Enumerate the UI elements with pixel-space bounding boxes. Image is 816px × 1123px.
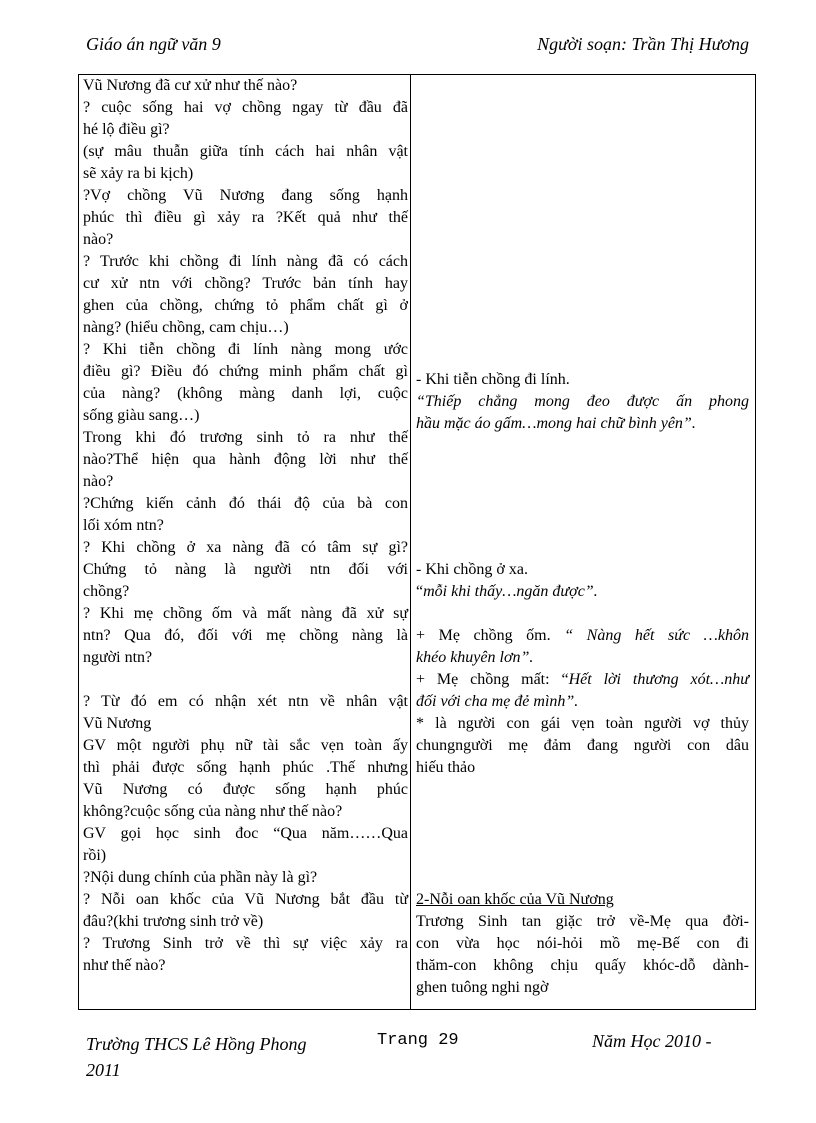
question-line: ? Khi mẹ chồng ốm và mất nàng đã xử sự <box>83 605 408 622</box>
answer-line: - Khi tiễn chồng đi lính. <box>416 371 570 388</box>
question-line: Vũ Nương đã cư xử như thế nào? <box>83 77 298 94</box>
answer-quote: “Thiếp chẳng mong đeo được ấn phong <box>416 393 749 410</box>
section-heading: 2-Nỗi oan khốc của Vũ Nương <box>416 891 614 908</box>
question-line: người ntn? <box>83 649 153 666</box>
answer-line: Trương Sinh tan giặc trở về-Mẹ qua đời- <box>416 913 749 930</box>
question-line: ?Chứng kiến cảnh đó thái độ của bà con <box>83 495 408 512</box>
answer-line: - Khi chồng ở xa. <box>416 561 528 578</box>
question-line <box>83 669 408 691</box>
question-line: nào? <box>83 473 114 490</box>
answer-line: hiếu thảo <box>416 759 476 776</box>
answer-line: * là người con gái vẹn toàn người vợ thủy <box>416 715 749 732</box>
answer-line: ghen tuông nghi ngờ <box>416 979 549 996</box>
question-line: nào? <box>83 231 114 248</box>
answer-block-injustice <box>416 889 749 999</box>
question-line: thì phải được sống hạnh phúc .Thế nhưng <box>83 759 408 776</box>
question-line: GV một người phụ nữ tài sắc vẹn toàn ấy <box>83 737 408 754</box>
question-line: sống giàu sang…) <box>83 407 200 424</box>
lesson-table <box>78 74 756 1010</box>
question-line: Vũ Nương <box>83 715 152 732</box>
question-line: nào?Thể hiện qua hành động lời như thế <box>83 451 408 468</box>
question-line: ?Nội dung chính của phần này là gì? <box>83 869 318 886</box>
question-line: cư xử ntn với chồng? Trước bản tính hay <box>83 275 408 292</box>
answer-line: con vừa học nói-hỏi mồ mẹ-Bế con đi <box>416 935 749 952</box>
question-line: điều gì? Điều đó chứng minh phẩm chất gì <box>83 363 408 380</box>
header-author: Người soạn: Trần Thị Hương <box>537 34 749 54</box>
question-line: (sự mâu thuẫn giữa tính cách hai nhân vật <box>83 143 408 160</box>
question-line: ? cuộc sống hai vợ chồng ngay từ đầu đã <box>83 99 408 116</box>
question-line: Vũ Nương có được sống hạnh phúc <box>83 781 408 798</box>
answer-quote: “mỗi khi thấy…ngăn được”. <box>416 583 598 600</box>
question-line: như thế nào? <box>83 957 166 974</box>
answer-quote: hầu mặc áo gấm…mong hai chữ bình yên”. <box>416 415 696 432</box>
question-line: không?cuộc sống của nàng như thế nào? <box>83 803 343 820</box>
page-number: Trang 29 <box>377 1031 459 1050</box>
question-line: Chứng tỏ nàng là người ntn đối với <box>83 561 408 578</box>
question-line: hé lộ điều gì? <box>83 121 170 138</box>
question-line: ? Trước khi chồng đi lính nàng đã có cách <box>83 253 408 270</box>
answer-line: chungngười mẹ đảm đang người con dâu <box>416 737 749 754</box>
question-line: sẽ xảy ra bi kịch) <box>83 165 194 182</box>
answer-line: thăm-con không chịu quấy khóc-dỗ dành- <box>416 957 749 974</box>
question-line: rồi) <box>83 847 107 864</box>
answer-line: + Mẹ chồng mất: “Hết lời thương xót…như <box>416 671 749 688</box>
footer-school-year: Năm Học 2010 - <box>592 1031 712 1051</box>
answer-block-farewell <box>416 369 749 435</box>
teacher-questions-column <box>83 75 408 977</box>
answer-block-husband-away <box>416 559 749 603</box>
question-line: ?Vợ chồng Vũ Nương đang sống hạnh <box>83 187 408 204</box>
question-line: đâu?(khi trương sinh trở về) <box>83 913 264 930</box>
question-line: chồng? <box>83 583 130 600</box>
question-line: ? Nỗi oan khốc của Vũ Nương bắt đầu từ <box>83 891 408 908</box>
footer-school-line: 2011 <box>86 1060 121 1080</box>
answer-block-mother-in-law <box>416 625 749 779</box>
question-line: Trong khi đó trương sinh tỏ ra như thế <box>83 429 408 446</box>
question-line: ? Trương Sinh trở về thì sự việc xảy ra <box>83 935 408 952</box>
footer-school-line: Trường THCS Lê Hồng Phong <box>86 1034 307 1054</box>
question-line: ? Khi tiễn chồng đi lính nàng mong ước <box>83 341 408 358</box>
question-line: GV gọi học sinh đoc “Qua năm……Qua <box>83 825 408 842</box>
answer-quote: đối với cha mẹ đẻ mình”. <box>416 693 579 710</box>
question-line: nàng? (hiểu chồng, cam chịu…) <box>83 319 289 336</box>
question-line: ghen của chồng, chứng tỏ phẩm chất gì ở <box>83 297 408 314</box>
question-line: ntn? Qua đó, đối với mẹ chồng nàng là <box>83 627 408 644</box>
answer-line: + Mẹ chồng ốm. “ Nàng hết sức …khôn <box>416 627 749 644</box>
answer-quote: khéo khuyên lơn”. <box>416 649 534 666</box>
question-line: của nàng? (không màng danh lợi, cuộc <box>83 385 408 402</box>
header-subject: Giáo án ngữ văn 9 <box>86 34 221 54</box>
question-line: ? Từ đó em có nhận xét ntn về nhân vật <box>83 693 408 710</box>
question-line: lối xóm ntn? <box>83 517 164 534</box>
question-line: phúc thì điều gì xảy ra ?Kết quả như thế <box>83 209 408 226</box>
column-divider <box>410 75 411 1009</box>
question-line: ? Khi chồng ở xa nàng đã có tâm sự gì? <box>83 539 408 556</box>
footer-school <box>86 1031 336 1083</box>
